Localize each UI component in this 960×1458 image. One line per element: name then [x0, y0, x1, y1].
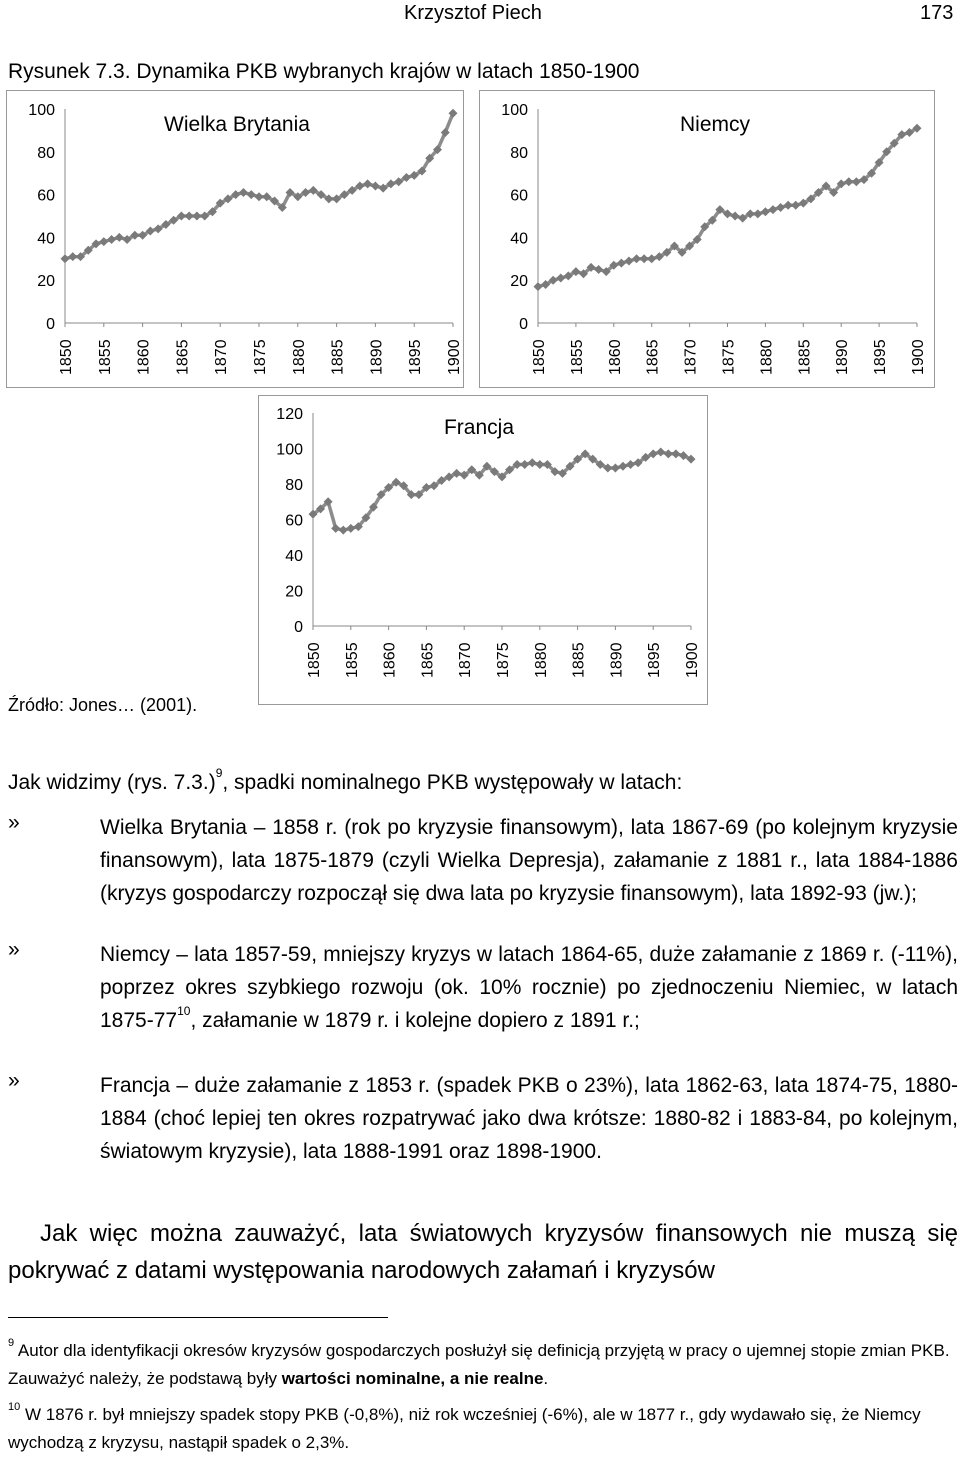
bullet-uk: Wielka Brytania – 1858 r. (rok po kryzysie finansowym), lata 1867-69 (po kolejnym kryzysie finansowym), lata 1875-1879 (czyli Wielka Depresja), załamanie z 1881 r., lata 1884-1886 (kryzys gospodarczy rozpoczął się dwa lata po kryzysie finansowym), lata 1892-93 (jw.);: [100, 816, 958, 905]
data-point: [791, 201, 800, 210]
x-tick-label: 1895: [407, 339, 425, 375]
footnote-number: 9: [8, 1337, 15, 1349]
y-tick-label: 80: [37, 144, 55, 162]
data-point: [99, 237, 108, 246]
data-point: [371, 182, 380, 191]
figure-source: Źródło: Jones… (2001).: [8, 695, 198, 715]
chart-title: Niemcy: [679, 113, 751, 136]
y-tick-label: 60: [285, 512, 303, 530]
y-tick-label: 80: [285, 477, 303, 494]
data-point: [339, 526, 348, 535]
data-point: [617, 259, 626, 268]
data-point: [731, 212, 740, 221]
x-tick-label: 1850: [306, 642, 323, 678]
closing-paragraph: Jak więc można zauważyć, lata światowych kryzysów finansowych nie muszą się pokrywać z datami występowania narodowych załamań i kryzysów: [8, 1220, 958, 1284]
data-point: [626, 460, 635, 469]
x-tick-label: 1885: [570, 642, 588, 678]
x-tick-label: 1850: [58, 339, 75, 375]
x-tick-label: 1880: [758, 339, 776, 375]
x-tick-label: 1895: [872, 339, 890, 375]
y-tick-label: 120: [276, 406, 303, 423]
x-tick-label: 1880: [532, 642, 550, 678]
y-tick-label: 80: [510, 144, 528, 162]
y-tick-label: 0: [294, 619, 303, 636]
intro-sentence: [8, 757, 682, 799]
data-point: [611, 464, 620, 473]
x-tick-label: 1875: [720, 339, 738, 375]
chart-title: Wielka Brytania: [164, 113, 310, 136]
chart-uk: [6, 90, 464, 388]
x-tick-label: 1900: [446, 339, 463, 375]
data-point: [520, 460, 529, 469]
chart-uk-svg: [7, 91, 463, 387]
data-point: [618, 462, 627, 471]
data-point: [363, 179, 372, 188]
x-tick-label: 1900: [684, 642, 701, 678]
footnote-text: W 1876 r. był mniejszy spadek stopy PKB (-0,8%), niż rok wcześniej (-6%), ale w 1877 r., gdy wydawało się, że Niemcy wychodzą z kryzysu, nastąpił spadek o 2,3%.: [8, 1405, 921, 1452]
series-line: [538, 128, 917, 286]
y-tick-label: 40: [285, 548, 303, 565]
y-tick-label: 40: [37, 230, 55, 248]
data-point: [68, 252, 77, 261]
x-tick-label: 1865: [419, 642, 437, 678]
data-point: [346, 524, 355, 533]
y-tick-label: 60: [510, 187, 528, 205]
data-point: [753, 209, 762, 218]
data-point: [61, 254, 70, 263]
bullet-germany-text: Niemcy – lata 1857-59, mniejszy kryzys w latach 1864-65, duże załamanie z 1869 r. (-11%), poprzez okres szybkiego rozwoju (ok. 10% rocznie) po zjednoczeniu Niemiec, w latach 1875-77: [100, 943, 958, 1032]
data-point: [255, 192, 264, 201]
data-point: [192, 212, 201, 221]
y-tick-label: 40: [510, 230, 528, 248]
y-tick-label: 100: [28, 102, 55, 119]
footnote-ref-9: 9: [215, 766, 223, 780]
x-tick-label: 1865: [644, 339, 662, 375]
footnote-9: [8, 1337, 958, 1393]
x-tick-label: 1860: [381, 642, 399, 678]
x-tick-label: 1865: [174, 339, 192, 375]
chart-germany-svg: [480, 91, 934, 387]
x-tick-label: 1870: [457, 642, 475, 678]
y-tick-label: 20: [510, 273, 528, 291]
data-point: [594, 265, 603, 274]
x-tick-label: 1880: [290, 339, 308, 375]
bullet-germany-text-rest: , załamanie w 1879 r. i kolejne dopiero z 1891 r.;: [190, 1009, 640, 1032]
intro-text: Jak widzimy (rys. 7.3.): [8, 771, 216, 794]
x-tick-label: 1875: [252, 339, 269, 375]
y-tick-label: 100: [276, 441, 303, 459]
chart-germany: [479, 90, 935, 388]
x-tick-label: 1890: [834, 339, 852, 375]
x-tick-label: 1895: [646, 642, 664, 678]
data-point: [247, 190, 256, 199]
data-point: [556, 274, 565, 283]
bullet-marker: »: [8, 1069, 20, 1092]
data-point: [239, 188, 248, 197]
x-tick-label: 1860: [606, 339, 624, 375]
data-point: [768, 205, 777, 214]
footnote-10: [8, 1401, 958, 1457]
bullet-france: Francja – duże załamanie z 1853 r. (spadek PKB o 23%), lata 1862-63, lata 1874-75, 1880-1884 (choć lepiej ten okres rozpatrywać jako dwa krótsze: 1880-82 i 1883-84, po kolejnym, światowym kryzysie), lata 1888-1991 oraz 1898-1900.: [100, 1074, 958, 1163]
x-tick-label: 1855: [568, 339, 586, 375]
footnote-ref-10: 10: [177, 1004, 191, 1018]
data-point: [656, 448, 665, 457]
x-tick-label: 1855: [343, 642, 361, 678]
footnote-text: Autor dla identyfikacji okresów kryzysów gospodarczych posłużył się definicją przyjętą w pracy o ujemnej stopie zmian PKB. Zauważyć należy, że podstawą były: [8, 1341, 950, 1388]
data-point: [671, 449, 680, 458]
x-tick-label: 1850: [531, 339, 548, 375]
y-tick-label: 60: [37, 187, 55, 205]
x-tick-label: 1890: [368, 339, 386, 375]
data-point: [776, 203, 785, 212]
chart-france: [258, 395, 708, 705]
x-tick-label: 1860: [135, 339, 153, 375]
page-number: 173: [920, 2, 954, 24]
x-tick-label: 1885: [329, 339, 347, 375]
intro-text-rest: , spadki nominalnego PKB występowały w latach:: [222, 771, 683, 794]
data-point: [761, 207, 770, 216]
footnote-number: 10: [8, 1401, 21, 1413]
chart-france-svg: [259, 396, 707, 704]
footnote-emphasis: wartości nominalne, a nie realne: [281, 1369, 544, 1388]
footnote-text-end: .: [543, 1369, 549, 1388]
data-point: [107, 235, 116, 244]
x-tick-label: 1870: [213, 339, 231, 375]
data-point: [331, 524, 340, 533]
x-tick-label: 1890: [608, 642, 626, 678]
bullet-marker: »: [8, 811, 20, 834]
y-tick-label: 20: [37, 273, 55, 291]
y-tick-label: 100: [501, 102, 528, 119]
footnote-separator: [8, 1317, 388, 1318]
data-point: [185, 212, 194, 221]
data-point: [852, 177, 861, 186]
x-tick-label: 1855: [96, 339, 114, 375]
chart-title: Francja: [443, 416, 515, 439]
figure-title: Rysunek 7.3. Dynamika PKB wybranych krajów w latach 1850-1900: [8, 60, 640, 83]
x-tick-label: 1875: [495, 642, 512, 678]
bullet-marker: »: [8, 938, 20, 961]
x-tick-label: 1885: [796, 339, 814, 375]
y-tick-label: 20: [285, 583, 303, 601]
y-tick-label: 0: [519, 316, 528, 333]
x-tick-label: 1870: [682, 339, 700, 375]
data-point: [647, 254, 656, 263]
y-tick-label: 0: [46, 316, 55, 333]
data-point: [534, 282, 543, 291]
data-point: [624, 256, 633, 265]
x-tick-label: 1900: [910, 339, 927, 375]
data-point: [115, 233, 124, 242]
running-header-author: Krzysztof Piech: [404, 2, 542, 24]
bullet-germany: [100, 938, 958, 1037]
data-point: [528, 458, 537, 467]
